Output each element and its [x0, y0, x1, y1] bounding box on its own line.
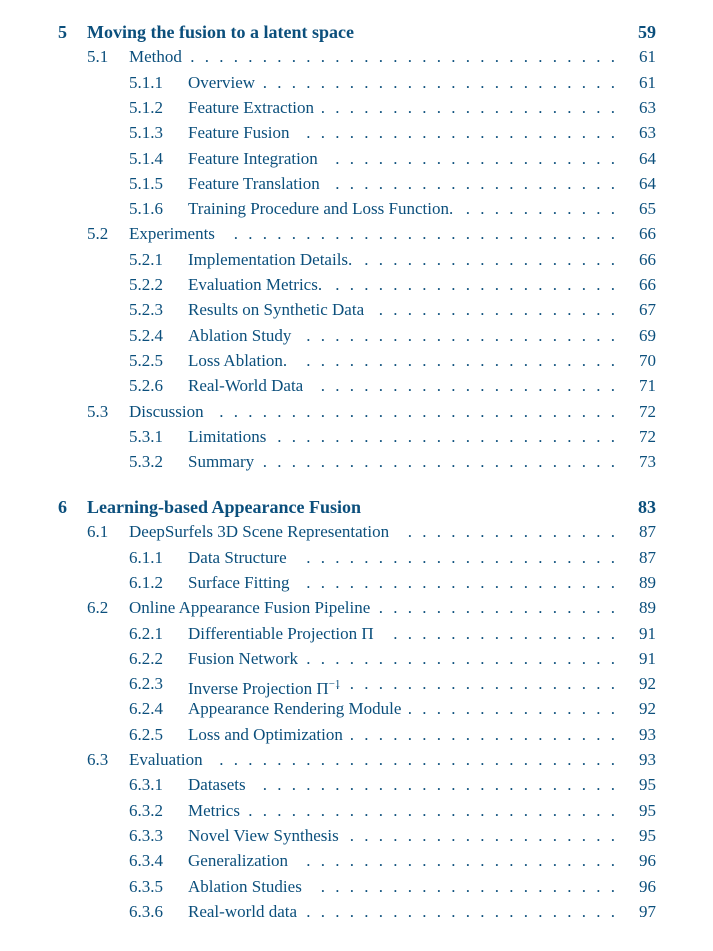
subsection-6-1-2[interactable] [0, 571, 713, 595]
subsection-5-1-4-page: 64 [639, 148, 656, 168]
chapter-5-number: 5 [58, 22, 67, 42]
subsection-5-2-6-number: 5.2.6 [129, 376, 163, 396]
subsection-5-1-3-page: 63 [639, 123, 656, 143]
subsection-6-3-2[interactable] [0, 799, 713, 823]
subsection-6-3-2-page: 95 [639, 800, 656, 820]
section-5-3-title: Discussion [129, 401, 204, 421]
subsection-5-1-4-leader-dots [326, 147, 615, 171]
subsection-5-1-1-leader-dots [263, 71, 615, 95]
subsection-5-2-3-number: 5.2.3 [129, 300, 163, 320]
subsection-5-1-5-number: 5.1.5 [129, 173, 163, 193]
subsection-5-1-1[interactable] [0, 71, 713, 95]
subsection-5-3-2-page: 73 [639, 452, 656, 472]
subsection-6-3-2-title: Metrics [188, 800, 240, 820]
subsection-5-3-1-leader-dots [274, 425, 615, 449]
subsection-5-1-4[interactable] [0, 147, 713, 171]
subsection-5-2-4-page: 69 [639, 325, 656, 345]
section-6-3-page: 93 [639, 750, 656, 769]
subsection-6-2-4-leader-dots [409, 697, 615, 721]
subsection-6-1-2-title: Surface Fitting [188, 572, 290, 592]
section-6-3-title: Evaluation [129, 750, 203, 769]
subsection-5-1-5-leader-dots [328, 172, 615, 196]
subsection-5-2-2-leader-dots [330, 273, 615, 297]
subsection-5-3-1[interactable] [0, 425, 713, 449]
subsection-5-1-6[interactable] [0, 197, 713, 221]
subsection-6-3-3[interactable] [0, 824, 713, 848]
subsection-5-3-2[interactable] [0, 450, 713, 474]
subsection-5-2-1-leader-dots [360, 248, 615, 272]
subsection-5-1-4-number: 5.1.4 [129, 148, 163, 168]
section-6-2[interactable] [0, 596, 713, 620]
subsection-6-3-3-leader-dots [347, 824, 615, 848]
subsection-6-1-1-page: 87 [639, 547, 656, 567]
section-5-1[interactable] [0, 45, 713, 69]
subsection-5-3-1-title: Limitations [188, 426, 267, 446]
subsection-5-2-2-number: 5.2.2 [129, 275, 163, 294]
subsection-6-3-5-leader-dots [310, 875, 615, 899]
subsection-5-3-2-number: 5.3.2 [129, 452, 163, 472]
subsection-6-3-6-title: Real-world data [188, 901, 298, 921]
chapter-5-page: 59 [638, 22, 656, 42]
subsection-5-2-4-leader-dots [299, 324, 615, 348]
subsection-5-3-1-page: 72 [639, 426, 656, 446]
subsection-6-2-5-leader-dots [351, 723, 615, 747]
subsection-6-1-1[interactable] [0, 546, 713, 570]
subsection-6-3-2-leader-dots [248, 799, 615, 823]
section-6-3[interactable] [0, 748, 713, 772]
subsection-5-2-6-title: Real-World Data [188, 376, 304, 396]
subsection-6-2-4-number: 6.2.4 [129, 699, 163, 719]
subsection-6-2-3-number: 6.2.3 [129, 674, 163, 694]
subsection-6-2-3[interactable] [0, 672, 713, 699]
section-5-1-page: 61 [639, 47, 656, 67]
subsection-6-3-3-number: 6.3.3 [129, 825, 163, 845]
subsection-6-2-1-title: Differentiable Projection Π [188, 623, 374, 643]
subsection-6-2-2-page: 91 [639, 648, 656, 668]
section-6-2-number: 6.2 [87, 598, 109, 618]
subsection-6-3-4-page: 96 [639, 851, 656, 871]
subsection-5-1-5[interactable] [0, 172, 713, 196]
subsection-5-2-5-page: 70 [639, 350, 656, 370]
subsection-6-2-3-title: Inverse Projection $\Pi^{-1}$ [188, 678, 341, 699]
subsection-6-3-1[interactable] [0, 773, 713, 797]
subsection-5-1-2-title: Feature Extraction [188, 97, 315, 117]
subsection-5-1-3-leader-dots [298, 121, 615, 145]
subsection-6-2-1-page: 91 [639, 623, 656, 643]
subsection-5-1-4-title: Feature Integration [188, 148, 318, 168]
subsection-6-3-6-leader-dots [305, 900, 615, 924]
subsection-5-2-1-page: 66 [639, 249, 656, 269]
subsection-6-2-3-leader-dots [337, 672, 615, 696]
subsection-6-2-2-leader-dots [306, 647, 615, 671]
subsection-5-3-2-title: Summary [188, 452, 255, 472]
subsection-5-2-6[interactable] [0, 374, 713, 398]
section-6-2-page: 89 [639, 598, 656, 618]
subsection-6-3-6[interactable] [0, 900, 713, 924]
subsection-6-3-3-title: Novel View Synthesis [188, 825, 339, 845]
subsection-5-2-5-leader-dots [295, 349, 615, 373]
subsection-6-2-5[interactable] [0, 723, 713, 747]
subsection-5-1-1-title: Overview [188, 72, 256, 92]
subsection-6-3-1-page: 95 [639, 775, 656, 795]
subsection-6-3-1-leader-dots [254, 773, 615, 797]
subsection-6-3-1-title: Datasets [188, 775, 246, 795]
section-6-2-leader-dots [378, 596, 615, 620]
subsection-6-3-2-number: 6.3.2 [129, 800, 163, 820]
subsection-5-1-2[interactable] [0, 96, 713, 120]
subsection-6-3-5-title: Ablation Studies [188, 876, 302, 896]
section-5-1-number: 5.1 [87, 47, 109, 67]
section-5-2[interactable] [0, 222, 713, 246]
subsection-6-1-2-number: 6.1.2 [129, 572, 163, 592]
section-6-1-title: DeepSurfels 3D Scene Representation [129, 522, 390, 542]
subsection-6-3-5-page: 96 [639, 876, 656, 896]
subsection-6-1-2-page: 89 [639, 572, 656, 592]
section-6-3-number: 6.3 [87, 750, 109, 769]
subsection-5-2-1-title: Implementation Details. [188, 249, 353, 269]
subsection-6-2-4-page: 92 [639, 699, 656, 719]
subsection-6-2-4-title: Appearance Rendering Module [188, 699, 402, 719]
subsection-6-3-3-page: 95 [639, 825, 656, 845]
subsection-6-2-1[interactable] [0, 622, 713, 646]
subsection-5-2-2-page: 66 [639, 275, 656, 294]
subsection-6-3-5[interactable] [0, 875, 713, 899]
subsection-5-1-3-title: Feature Fusion [188, 123, 290, 143]
subsection-6-1-1-leader-dots [295, 546, 615, 570]
section-5-1-title: Method [129, 47, 182, 67]
subsection-6-2-2[interactable] [0, 647, 713, 671]
section-5-2-title: Experiments [129, 224, 215, 244]
subsection-6-2-4[interactable] [0, 697, 713, 721]
subsection-5-2-6-page: 71 [639, 376, 656, 396]
subsection-5-2-3-title: Results on Synthetic Data [188, 300, 365, 320]
chapter-5[interactable] [0, 20, 713, 44]
subsection-6-3-6-page: 97 [639, 901, 656, 921]
subsection-5-2-6-leader-dots [311, 374, 615, 398]
subsection-5-1-6-page: 65 [639, 199, 656, 219]
subsection-5-2-5-number: 5.2.5 [129, 350, 163, 370]
subsection-6-3-6-number: 6.3.6 [129, 901, 163, 921]
section-6-1-page: 87 [639, 522, 656, 542]
section-6-3-leader-dots [211, 748, 615, 772]
section-5-3-number: 5.3 [87, 401, 109, 421]
subsection-5-1-2-page: 63 [639, 97, 656, 117]
chapter-6-page: 83 [638, 497, 656, 517]
subsection-6-3-4-leader-dots [296, 849, 615, 873]
subsection-5-1-6-title: Training Procedure and Loss Function. [188, 199, 454, 219]
subsection-6-2-2-title: Fusion Network [188, 648, 299, 668]
subsection-5-2-1[interactable] [0, 248, 713, 272]
chapter-6[interactable] [0, 495, 713, 519]
subsection-5-2-2[interactable] [0, 273, 713, 297]
subsection-6-2-5-number: 6.2.5 [129, 724, 163, 744]
section-6-1-leader-dots [397, 520, 615, 544]
section-5-3[interactable] [0, 400, 713, 424]
subsection-6-2-1-leader-dots [382, 622, 615, 646]
subsection-5-2-4-title: Ablation Study [188, 325, 292, 345]
subsection-5-2-4[interactable] [0, 324, 713, 348]
subsection-6-2-1-number: 6.2.1 [129, 623, 163, 643]
subsection-5-2-1-number: 5.2.1 [129, 249, 163, 269]
section-6-2-title: Online Appearance Fusion Pipeline [129, 598, 371, 618]
subsection-5-1-2-leader-dots [322, 96, 615, 120]
subsection-6-2-5-title: Loss and Optimization [188, 724, 343, 744]
section-6-1[interactable] [0, 520, 713, 544]
section-5-2-leader-dots [223, 222, 615, 246]
subsection-5-2-3[interactable] [0, 298, 713, 322]
subsection-6-3-4[interactable] [0, 849, 713, 873]
subsection-5-2-5[interactable] [0, 349, 713, 373]
subsection-6-1-2-leader-dots [298, 571, 615, 595]
subsection-5-2-3-leader-dots [372, 298, 615, 322]
chapter-5-title: Moving the fusion to a latent space [87, 22, 354, 42]
section-6-1-number: 6.1 [87, 522, 109, 542]
chapter-6-title: Learning-based Appearance Fusion [87, 497, 362, 517]
subsection-5-3-1-number: 5.3.1 [129, 426, 163, 446]
subsection-5-2-4-number: 5.2.4 [129, 325, 163, 345]
subsection-5-3-2-leader-dots [262, 450, 615, 474]
subsection-6-3-1-number: 6.3.1 [129, 775, 163, 795]
subsection-5-2-2-title: Evaluation Metrics. [188, 275, 323, 294]
subsection-5-1-6-leader-dots [461, 197, 615, 221]
section-5-2-page: 66 [639, 224, 656, 244]
subsection-5-1-2-number: 5.1.2 [129, 97, 163, 117]
subsection-6-3-4-title: Generalization [188, 851, 289, 871]
subsection-5-1-1-number: 5.1.1 [129, 72, 163, 92]
section-5-3-page: 72 [639, 401, 656, 421]
subsection-6-2-2-number: 6.2.2 [129, 648, 163, 668]
chapter-6-number: 6 [58, 497, 67, 517]
subsection-5-1-3-number: 5.1.3 [129, 123, 163, 143]
subsection-5-2-5-title: Loss Ablation. [188, 350, 288, 370]
section-5-2-number: 5.2 [87, 224, 109, 244]
section-5-1-leader-dots [190, 45, 615, 69]
subsection-6-3-5-number: 6.3.5 [129, 876, 163, 896]
subsection-5-1-1-page: 61 [639, 72, 656, 92]
subsection-5-1-3[interactable] [0, 121, 713, 145]
subsection-6-3-4-number: 6.3.4 [129, 851, 163, 871]
subsection-6-2-3-page: 92 [639, 674, 656, 694]
section-5-3-leader-dots [212, 400, 615, 424]
subsection-5-1-6-number: 5.1.6 [129, 199, 163, 219]
subsection-5-2-3-page: 67 [639, 300, 656, 320]
subsection-6-1-1-title: Data Structure [188, 547, 287, 567]
subsection-6-2-5-page: 93 [639, 724, 656, 744]
subsection-5-1-5-page: 64 [639, 173, 656, 193]
subsection-6-1-1-number: 6.1.1 [129, 547, 163, 567]
subsection-5-1-5-title: Feature Translation [188, 173, 320, 193]
